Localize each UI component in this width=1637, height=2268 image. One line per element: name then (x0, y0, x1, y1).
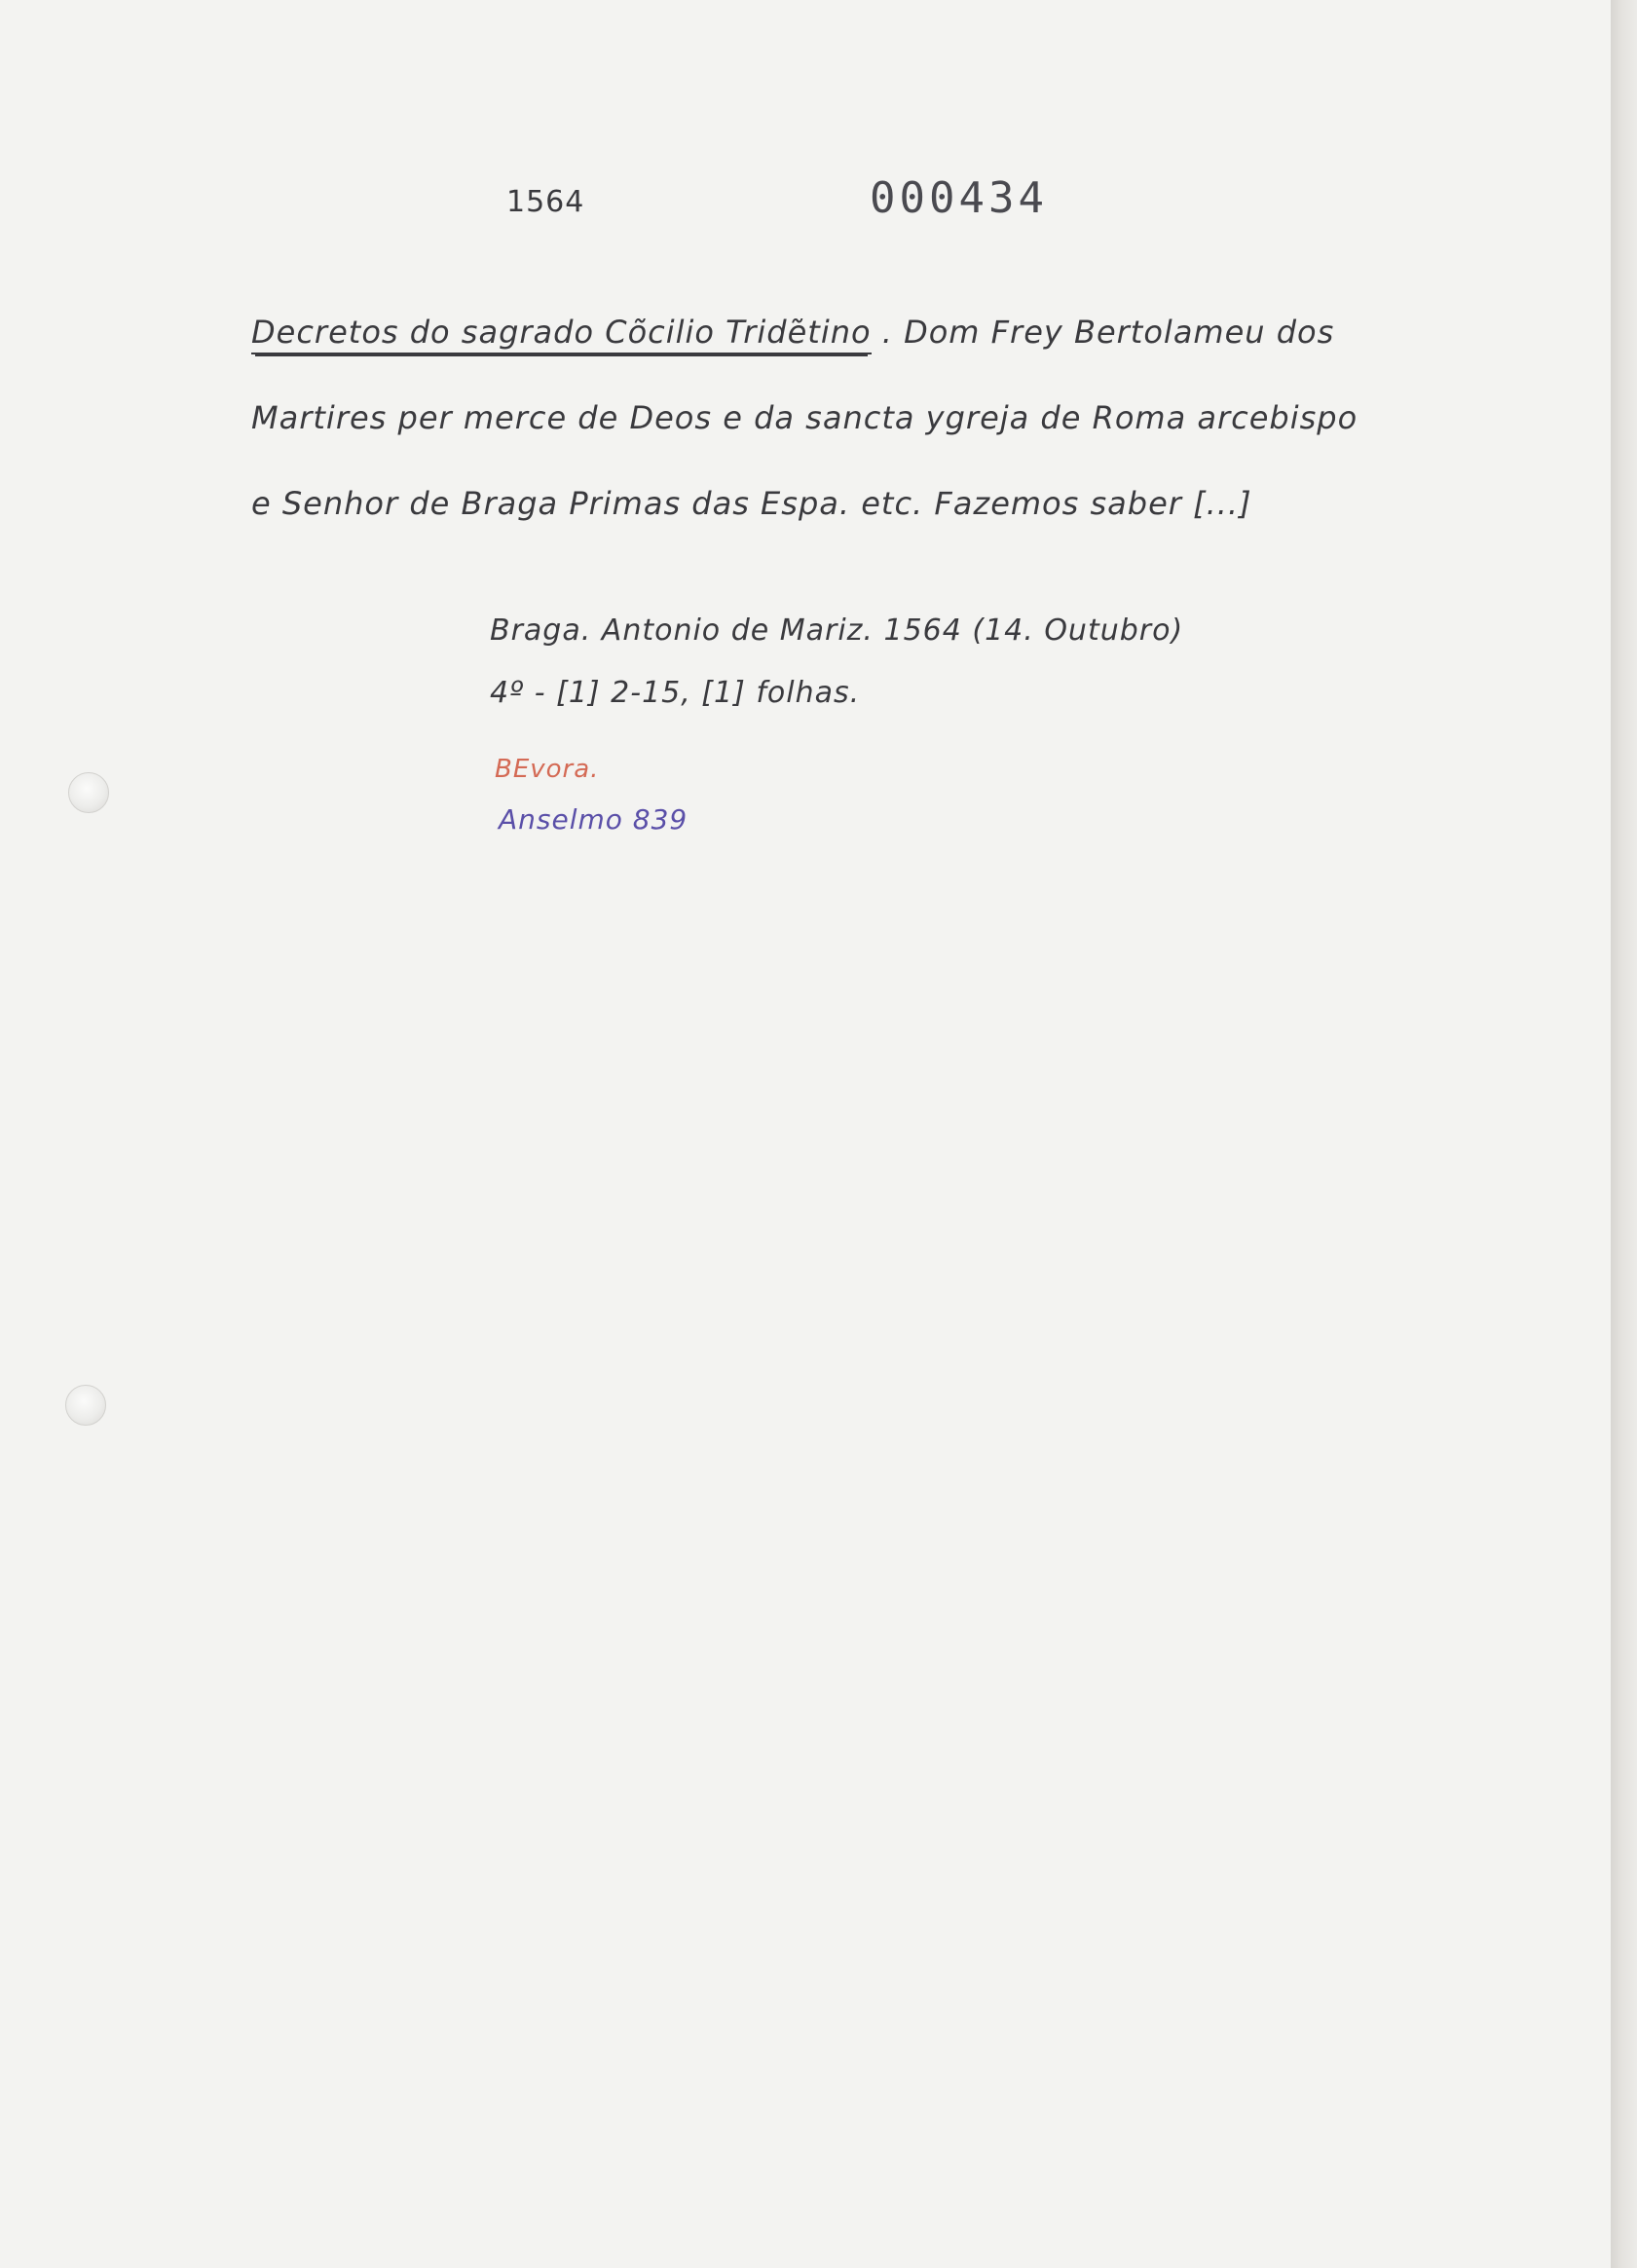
record-number-stamp: 000434 (870, 173, 1048, 223)
sheet-edge (1611, 0, 1637, 2268)
title-line-2: Martires per merce de Deos e da sancta ygreja de Roma arcebispo (251, 399, 1358, 436)
record-year: 1564 (506, 185, 585, 219)
punch-hole-top (68, 772, 109, 813)
title-line-1 (251, 314, 1334, 354)
imprint-line-2: 4º - [1] 2-15, [1] folhas. (490, 676, 861, 710)
library-location: BEvora. (495, 755, 600, 784)
title-underlined: Decretos do sagrado Cõcilio Tridẽtino (251, 314, 872, 354)
title-line-1-rest: . Dom Frey Bertolameu dos (881, 314, 1335, 351)
punch-hole-bottom (65, 1385, 106, 1426)
imprint-line-1: Braga. Antonio de Mariz. 1564 (14. Outubro) (490, 613, 1184, 648)
catalog-reference: Anselmo 839 (499, 803, 688, 836)
title-line-3: e Senhor de Braga Primas das Espa. etc. Fazemos saber [...] (251, 485, 1252, 522)
